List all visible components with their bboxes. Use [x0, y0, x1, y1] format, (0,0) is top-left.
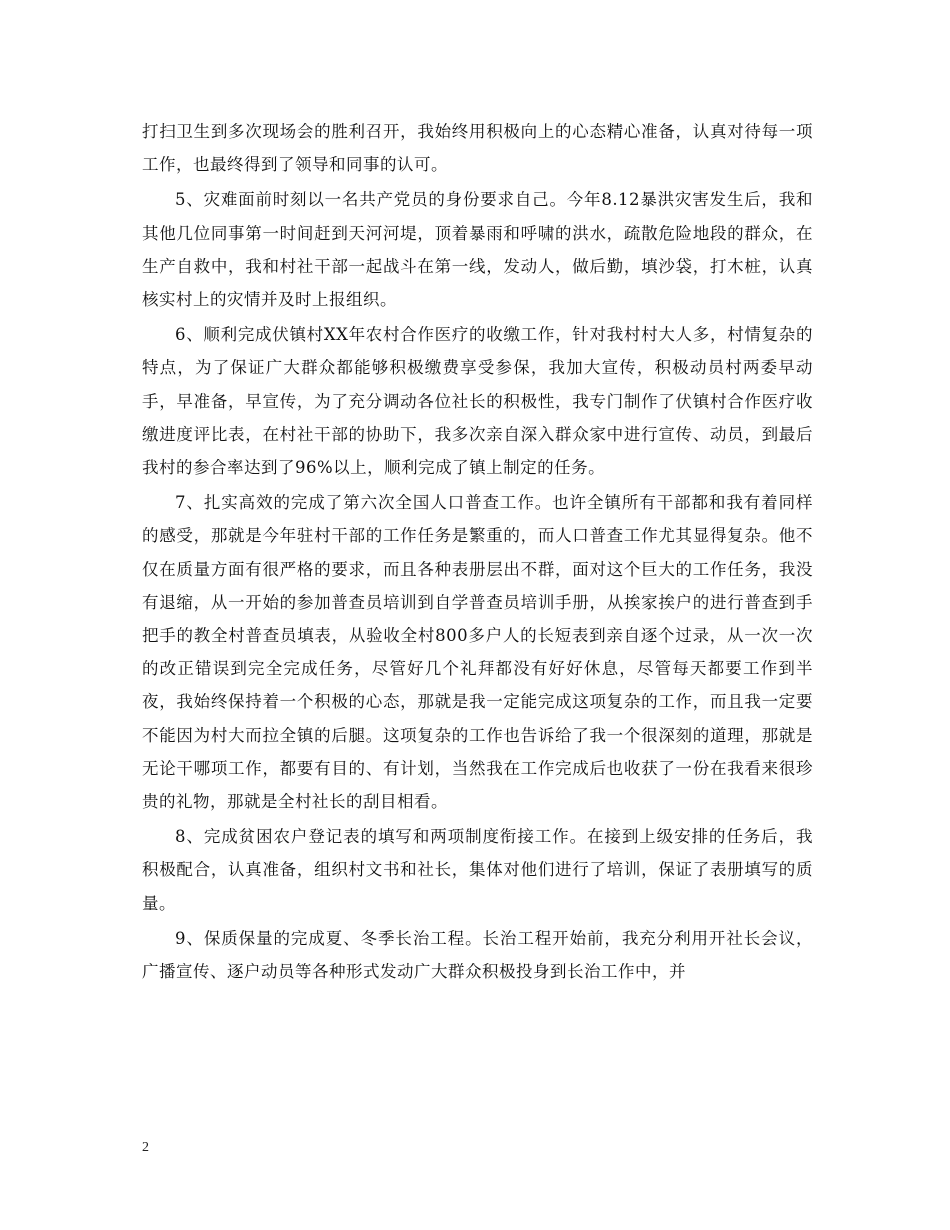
- paragraph-item-9: 9、保质保量的完成夏、冬季长治工程。长治工程开始前，我充分利用开社长会议，广播宣传、逐户动员等各种形式发动广大群众积极投身到长治工作中，并: [142, 928, 813, 982]
- paragraph-item-8: 8、完成贫困农户登记表的填写和两项制度衔接工作。在接到上级安排的任务后，我积极配合，认真准备，组织村文书和社长，集体对他们进行了培训，保证了表册填写的质量。: [142, 827, 813, 913]
- paragraph-continuation: 打扫卫生到多次现场会的胜利召开，我始终用积极向上的心态精心准备，认真对待每一项工作，也最终得到了领导和同事的认可。: [142, 122, 813, 175]
- paragraph-item-7: 7、扎实高效的完成了第六次全国人口普查工作。也许全镇所有干部都和我有着同样的感受，那就是今年驻村干部的工作任务是繁重的，而人口普查工作尤其显得复杂。他不仅在质量方面有很严格的要求，而且各种表册层出不群，面对这个巨大的工作任务，我没有退缩，从一开始的参加普查员培训到自学普查员培训手册，从挨家挨户的进行普查到手把手的教全村普查员填表，从验收全村800多户人的长短表到亲自逐个过录，从一次一次的改正错误到完全完成任务，尽管好几个礼拜都没有好好休息，尽管每天都要工作到半夜，我始终保持着一个积极的心态，那就是我一定能完成这项复杂的工作，而且我一定要不能因为村大而拉全镇的后腿。这项复杂的工作也告诉给了我一个很深刻的道理，那就是无论干哪项工作，都要有目的、有计划，当然我在工作完成后也收获了一份在我看来很珍贵的礼物，那就是全村社长的刮目相看。: [142, 493, 813, 812]
- paragraph-item-5: 5、灾难面前时刻以一名共产党员的身份要求自己。今年8.12暴洪灾害发生后，我和其他几位同事第一时间赶到天河河堤，顶着暴雨和呼啸的洪水，疏散危险地段的群众，在生产自救中，我和村社干部一起战斗在第一线，发动人，做后勤，填沙袋，打木桩，认真核实村上的灾情并及时上报组织。: [142, 190, 813, 310]
- document-body: [142, 115, 813, 990]
- page-number: 2: [142, 1140, 149, 1155]
- paragraph-item-6: 6、顺利完成伏镇村XX年农村合作医疗的收缴工作，针对我村村大人多，村情复杂的特点，为了保证广大群众都能够积极缴费享受参保，我加大宣传，积极动员村两委早动手，早准备，早宣传，为了充分调动各位社长的积极性，我专门制作了伏镇村合作医疗收缴进度评比表，在村社干部的协助下，我多次亲自深入群众家中进行宣传、动员，到最后我村的参合率达到了96%以上，顺利完成了镇上制定的任务。: [142, 325, 813, 478]
